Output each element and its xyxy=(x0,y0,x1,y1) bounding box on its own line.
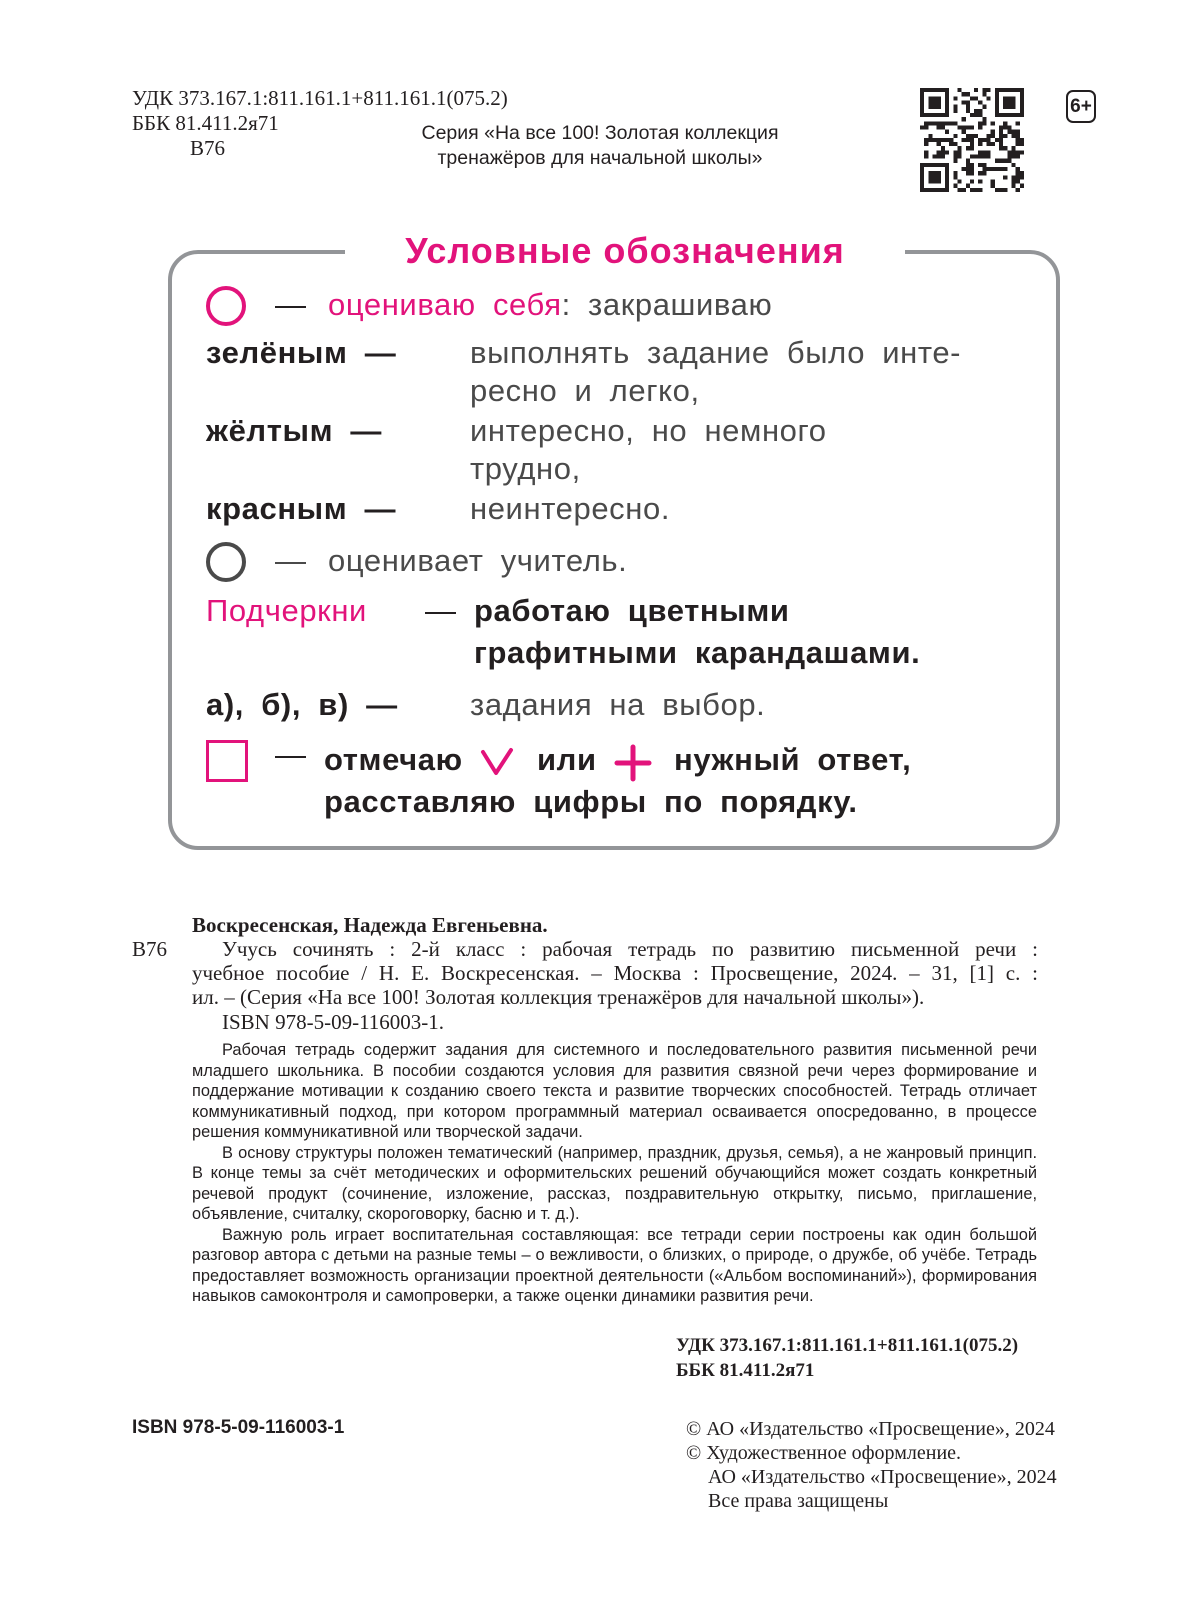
box-text-c: нужный ответ, xyxy=(674,742,912,777)
footer-udk: УДК 373.167.1:811.161.1+811.161.1(075.2) xyxy=(676,1335,1019,1356)
green-text-1: выполнять задание было инте- xyxy=(470,335,962,370)
legend-title: Условные обозначения xyxy=(345,228,905,274)
green-text-2: ресно и легко, xyxy=(470,373,700,408)
self-assess-line xyxy=(328,286,772,324)
abstract-paragraph-2: В основу структуры положен тематический (например, праздник, друзья, семья), а не жанровый принцип. В конце темы за счёт методических и оформительских решений обучающийся может создать конкретный речевой продукт (сочинение, изложение, рассказ, поздравительную открытку, письмо, приглашение, объявление, считалку, скороговорку, басню и т. д.). xyxy=(192,1143,1037,1223)
copyright-design-publisher: АО «Издательство «Просвещение», 2024 xyxy=(708,1466,1057,1488)
box-dash: — xyxy=(275,737,307,772)
checkmark-icon xyxy=(480,744,514,778)
series-line-1: Серия «На все 100! Золотая коллекция xyxy=(421,122,779,144)
series-line-2: тренажёров для начальной школы» xyxy=(437,147,763,169)
teacher-text: оценивает учитель. xyxy=(328,543,628,578)
underline-text-1: работаю цветными xyxy=(474,593,790,628)
self-assess-dash: — xyxy=(275,287,307,322)
series-title xyxy=(380,121,820,171)
pink-circle-icon xyxy=(206,286,246,326)
rights-reserved: Все права защищены xyxy=(708,1490,889,1512)
bib-line-2: учебное пособие / Н. Е. Воскресенская. – Москва : Просвещение, 2024. – 31, [1] с. : xyxy=(192,961,1038,985)
abstract-paragraph-1: Рабочая тетрадь содержит задания для системного и последовательного развития письменной речи младшего школьника. В пособии создаются условия для развития связной речи через формирование и поддержание мотивации к созданию своего текста и развитие творческих способностей. Тетрадь отличает коммуникативный подход, при котором программный материал осваивается опосредованно, в процессе решения коммуникативной или творческой задачи. xyxy=(192,1041,1037,1141)
yellow-label: жёлтым — xyxy=(206,413,382,448)
box-text-a: отмечаю xyxy=(324,742,463,777)
bib-isbn: ISBN 978-5-09-116003-1. xyxy=(222,1010,445,1034)
self-assess-text: : закрашиваю xyxy=(561,287,773,322)
bib-line-3: ил. – (Серия «На все 100! Золотая коллекция тренажёров для начальной школы»). xyxy=(192,985,925,1009)
footer-isbn: ISBN 978-5-09-116003-1 xyxy=(132,1417,345,1438)
teacher-dash: — xyxy=(275,543,307,578)
abstract-paragraph-3: Важную роль играет воспитательная составляющая: все тетради серии построены как один большой разговор автора с детьми на разные темы – о вежливости, о близких, о природе, о дружбе, об учёбе. Тетрадь предоставляет возможность организации проектной деятельности («Альбом воспоминаний»), формирования навыков самоконтроля и самопроверки, а также оценки динамики развития речи. xyxy=(192,1225,1037,1305)
bib-author: Воскресенская, Надежда Евгеньевна. xyxy=(192,913,548,937)
header-udk: УДК 373.167.1:811.161.1+811.161.1(075.2) xyxy=(132,86,508,110)
box-text-b: или xyxy=(537,742,597,777)
gray-circle-icon xyxy=(206,542,246,582)
copyright-publisher: © АО «Издательство «Просвещение», 2024 xyxy=(686,1418,1055,1440)
empty-checkbox-icon xyxy=(206,740,248,782)
red-label: красным — xyxy=(206,491,397,526)
bib-line-1: Учусь сочинять : 2-й класс : рабочая тетрадь по развитию письменной речи : xyxy=(222,937,1038,961)
red-text: неинтересно. xyxy=(470,491,671,526)
age-rating-badge: 6+ xyxy=(1066,90,1096,123)
underline-label: Подчеркни xyxy=(206,593,367,628)
underline-dash: — xyxy=(425,593,457,628)
yellow-text-2: трудно, xyxy=(470,451,581,486)
footer-bbk: ББК 81.411.2я71 xyxy=(676,1360,815,1381)
copyright-design: © Художественное оформление. xyxy=(686,1442,962,1464)
yellow-text-1: интересно, но немного xyxy=(470,413,827,448)
self-assess-label: оцениваю себя xyxy=(328,287,562,322)
qr-code-icon xyxy=(920,88,1024,192)
header-code: В76 xyxy=(190,136,226,160)
box-text-2: расставляю цифры по порядку. xyxy=(324,784,858,819)
abstract xyxy=(192,1040,1037,1307)
bib-code: В76 xyxy=(132,937,168,961)
choice-text: задания на выбор. xyxy=(470,687,766,722)
green-label: зелёным — xyxy=(206,335,397,370)
header-bbk: ББК 81.411.2я71 xyxy=(132,111,279,135)
choice-label: а), б), в) — xyxy=(206,687,398,722)
underline-text-2: графитными карандашами. xyxy=(474,635,921,670)
plus-icon xyxy=(614,744,652,782)
